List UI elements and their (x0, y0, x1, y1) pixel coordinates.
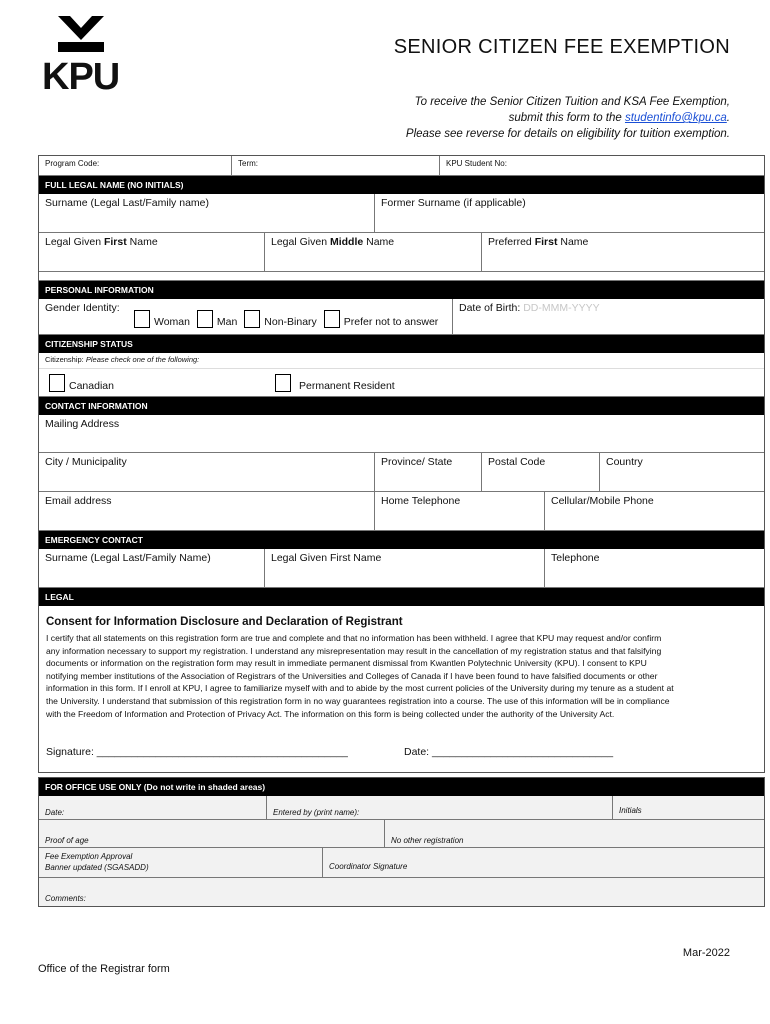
personal-row (39, 299, 764, 335)
page-title: SENIOR CITIZEN FEE EXEMPTION (393, 36, 730, 58)
instruction-text: Citizenship: (45, 355, 86, 364)
office-use-section (38, 777, 765, 907)
checkbox[interactable] (275, 374, 291, 392)
option-label: Woman (154, 316, 190, 328)
kpu-logo (42, 16, 126, 98)
date-field[interactable]: Date: _______________________________ (404, 746, 614, 759)
city-field[interactable]: City / Municipality (39, 453, 375, 491)
fee-approval-label: Fee Exemption Approval (45, 852, 133, 861)
banner-updated-label: Banner updated (SGASADD) (45, 863, 149, 872)
option-label: Prefer not to answer (343, 316, 439, 328)
option-label: Permanent Resident (299, 379, 395, 392)
emergency-given-field[interactable]: Legal Given First Name (265, 549, 545, 587)
consent-line: the University. I understand that submission of this registration form in no way guarantees registration into a course. The use of this information will be in compliance (46, 695, 670, 706)
office-row-3 (39, 848, 764, 878)
label-text: Name (557, 236, 589, 248)
logo-text: KPU (42, 56, 120, 98)
program-code-field[interactable]: Program Code: (39, 156, 232, 175)
option-label: Non-Binary (264, 316, 317, 328)
city-row (39, 453, 764, 492)
consent-title: Consent for Information Disclosure and Declaration of Registrant (46, 616, 403, 628)
office-header: FOR OFFICE USE ONLY (Do not write in shaded areas) (39, 778, 764, 796)
label-text: Legal Given (45, 236, 104, 248)
mailing-row (39, 415, 764, 453)
name-row-2 (39, 233, 764, 272)
province-field[interactable]: Province/ State (375, 453, 482, 491)
label-bold: First (103, 236, 127, 248)
office-date-field: Date: (39, 796, 267, 819)
citizenship-option-pr[interactable] (275, 374, 395, 392)
consent-line: with the Freedom of Information and Protection of Privacy Act. The information on this form is being collected under the authority of the University Act. (46, 708, 615, 719)
footer-form-name: Office of the Registrar form (38, 963, 170, 975)
intro-line-2 (406, 110, 730, 126)
country-field[interactable]: Country (606, 456, 643, 468)
gender-group (39, 299, 453, 334)
gender-label: Gender Identity: (45, 302, 120, 314)
office-coordinator-signature: Coordinator Signature (329, 862, 408, 871)
gender-options (134, 310, 442, 331)
label-text: Legal Given (271, 236, 330, 248)
checkbox[interactable] (49, 374, 65, 392)
preferred-name-field[interactable] (482, 233, 764, 271)
office-proof-of-age: Proof of age (39, 820, 385, 847)
office-row-4 (39, 878, 764, 906)
citizenship-row (39, 369, 764, 397)
gender-option-prefer-not[interactable] (324, 310, 439, 328)
checkbox[interactable] (244, 310, 260, 328)
section-header-citizenship: CITIZENSHIP STATUS (39, 335, 764, 353)
intro-line-2-text: submit this form to the (508, 112, 625, 124)
consent-line: I certify that all statements on this registration form are true and complete and that no information has been withheld. I agree that KPU may request and/or confirm (46, 633, 662, 643)
spacer (39, 272, 764, 281)
intro-text (406, 94, 730, 142)
office-comments: Comments: (45, 894, 86, 903)
option-label: Canadian (69, 379, 114, 392)
consent-line: documents or information on the registration form may result in immediate permanent dismissal from Kwantlen Polytechnic University (KPU). I consent to KPU (46, 658, 647, 669)
postal-code-field[interactable]: Postal Code (482, 453, 600, 491)
dob-field[interactable] (453, 299, 764, 334)
signature-row (46, 746, 757, 758)
emergency-surname-field[interactable]: Surname (Legal Last/Family Name) (39, 549, 265, 587)
registration-form (38, 155, 765, 773)
office-no-other-reg: No other registration (391, 836, 464, 845)
name-row-1 (39, 194, 764, 233)
consent-section (39, 606, 764, 772)
top-row (39, 156, 764, 176)
emergency-phone-field[interactable]: Telephone (551, 552, 600, 564)
surname-field[interactable]: Surname (Legal Last/Family name) (39, 194, 375, 232)
label-text: Name (363, 236, 395, 248)
dob-label: Date of Birth: (459, 302, 524, 314)
option-label: Man (216, 316, 238, 328)
consent-line: notifying member institutions of the Association of Registrars of the Universities and Colleges of Canada if I have been found to have falsified documents or other (46, 670, 658, 681)
phone-row (39, 492, 764, 531)
label-bold: First (534, 236, 558, 248)
email-link[interactable]: studentinfo@kpu.ca (624, 112, 727, 124)
footer-date: Mar-2022 (682, 947, 730, 959)
gender-option-woman[interactable] (134, 310, 190, 328)
label-text: Preferred (488, 236, 535, 248)
office-fee-approval (39, 848, 323, 877)
section-header-contact: CONTACT INFORMATION (39, 397, 764, 415)
office-row-2 (39, 820, 764, 848)
home-phone-field[interactable]: Home Telephone (375, 492, 545, 530)
consent-line: any information necessary to support my registration. I understand any misrepresentation may result in the cancellation of my registration status and that falsifying (46, 645, 662, 656)
label-text: Name (126, 236, 158, 248)
section-header-personal: PERSONAL INFORMATION (39, 281, 764, 299)
emergency-row (39, 549, 764, 588)
checkbox[interactable] (197, 310, 213, 328)
section-header-name: FULL LEGAL NAME (NO INITIALS) (39, 176, 764, 194)
checkbox[interactable] (324, 310, 340, 328)
dob-placeholder: DD-MMM-YYYY (523, 302, 600, 314)
citizenship-instruction (39, 353, 764, 369)
consent-line: information in this form. If I enroll at KPU, I agree to familiarize myself with and to abide by the most current policies of the University during my tenure as a student at (46, 683, 674, 694)
signature-field[interactable]: Signature: ___________________________________________ (46, 746, 348, 759)
former-surname-field[interactable]: Former Surname (if applicable) (381, 197, 526, 209)
label-bold: Middle (329, 236, 364, 248)
instruction-italic: Please check one of the following: (85, 355, 200, 364)
office-initials-field: Initials (619, 806, 642, 815)
intro-line-3: Please see reverse for details on eligibility for tuition exemption. (405, 128, 730, 140)
gender-option-man[interactable] (197, 310, 237, 328)
consent-text (46, 632, 757, 720)
section-header-emergency: EMERGENCY CONTACT (39, 531, 764, 549)
office-row-1 (39, 796, 764, 820)
section-header-legal: LEGAL (39, 588, 764, 606)
office-entered-by-field: Entered by (print name): (267, 796, 613, 819)
cell-phone-field[interactable]: Cellular/Mobile Phone (551, 495, 654, 507)
email-field[interactable]: Email address (39, 492, 375, 530)
kpu-chevron-icon (58, 16, 104, 52)
given-middle-name-field[interactable] (265, 233, 482, 271)
citizenship-option-canadian[interactable] (49, 374, 271, 392)
given-first-name-field[interactable] (39, 233, 265, 271)
gender-option-nonbinary[interactable] (244, 310, 317, 328)
student-no-field[interactable]: KPU Student No: (446, 159, 507, 168)
term-field[interactable]: Term: (232, 156, 440, 175)
checkbox[interactable] (134, 310, 150, 328)
intro-line-1: To receive the Senior Citizen Tuition and KSA Fee Exemption, (414, 96, 730, 108)
intro-line-2-end: . (726, 112, 730, 124)
mailing-address-field[interactable]: Mailing Address (45, 418, 120, 430)
